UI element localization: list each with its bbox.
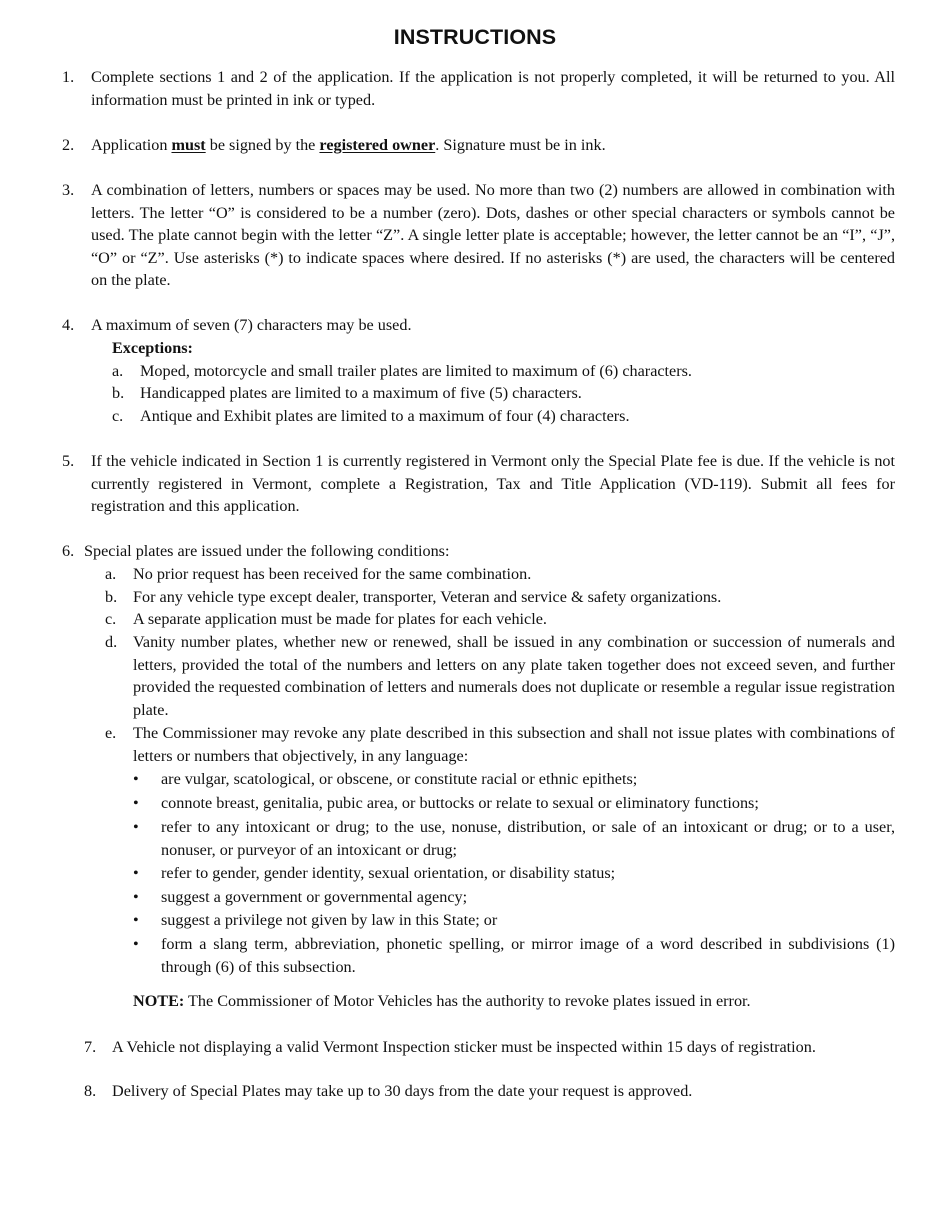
bullet-icon: • [133, 935, 139, 953]
item-number: 1. [62, 68, 75, 86]
bullet-icon: • [133, 888, 139, 906]
bullet-icon: • [133, 864, 139, 882]
bullet-icon: • [133, 911, 139, 929]
item-text-part: . Signature must be in ink. [435, 136, 606, 154]
item-text: A maximum of seven (7) characters may be used. [91, 316, 412, 334]
item-number: 4. [62, 316, 75, 334]
item-text: Special plates are issued under the following conditions: [84, 542, 450, 560]
item-number: 8. [84, 1082, 97, 1100]
item-number: 7. [84, 1038, 97, 1056]
page-title: INSTRUCTIONS [393, 25, 557, 49]
note-text: The Commissioner of Motor Vehicles has the authority to revoke plates issued in error. [184, 992, 751, 1010]
bullet-icon: • [133, 794, 139, 812]
item-number: 2. [62, 136, 75, 154]
item-text: Delivery of Special Plates may take up to 30 days from the date your request is approved. [112, 1082, 693, 1100]
item-text: Complete sections 1 and 2 of the application. If the application is not properly completed, it will be returned to you. All information must be printed in ink or typed. [91, 68, 895, 109]
item-text: A combination of letters, numbers or spaces may be used. No more than two (2) numbers are allowed in combination with letters. The letter “O” is considered to be a number (zero). Dots, dashes or other special characters or symbols cannot be used. The plate cannot begin with the letter “Z”. A single letter plate is acceptable; however, the letter cannot be an “I”, “J”, “O” or “Z”. Use asterisks (*) to indicate spaces where desired. If no asterisks (*) are used, the characters will be centered on the plate. [91, 181, 895, 290]
item-number: 5. [62, 452, 75, 470]
item-number: 3. [62, 181, 75, 199]
emphasis-registered-owner: registered owner [319, 136, 436, 154]
note-label: NOTE: [133, 992, 185, 1010]
item-text [91, 134, 895, 157]
item-number: 6. [62, 542, 75, 560]
emphasis-must: must [171, 136, 206, 154]
item-text: A Vehicle not displaying a valid Vermont Inspection sticker must be inspected within 15 days of registration. [112, 1038, 816, 1056]
bullet-icon: • [133, 818, 139, 836]
bullet-icon: • [133, 770, 139, 788]
item-text: If the vehicle indicated in Section 1 is currently registered in Vermont only the Special Plate fee is due. If the vehicle is not currently registered in Vermont, complete a Registration, Tax and Title Application (VD-119). Submit all fees for registration and this application. [91, 452, 895, 516]
item-text-part: Application [91, 136, 172, 154]
item-text-part: be signed by the [205, 136, 320, 154]
